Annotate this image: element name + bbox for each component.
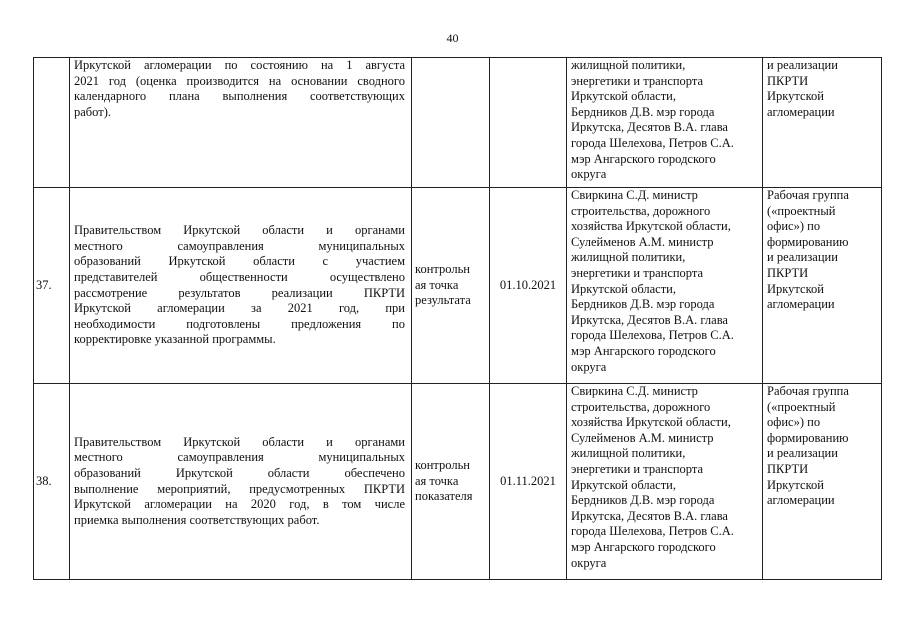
table-row [34,384,882,580]
row-responsible [567,58,763,188]
cell-line: ПКРТИ [767,73,809,88]
cell-line: выполнение мероприятий, предусмотренных ПКРТИ [74,481,405,496]
cell-line: Свиркина С.Д. министр [571,384,698,398]
cell-line: энергетики и транспорта [571,265,704,280]
cell-line: мэр Ангарского городского [571,343,716,358]
row-responsible [567,384,763,580]
row-number [34,58,70,188]
cell-line: образований Иркутской области обеспечено [74,465,405,480]
cell-line: округа [571,555,607,570]
cell-line: Правительством Иркутской области и органами [74,223,405,238]
cell-line: формированию [767,430,849,445]
cell-line: жилищной политики, [571,446,686,461]
row-control-type [412,58,490,188]
cell-line: Рабочая группа [767,384,849,398]
cell-line: приемка выполнения соответствующих работ. [74,512,320,527]
page-number: 40 [446,31,459,45]
cell-line: Иркутской [767,281,824,296]
cell-line: хозяйства Иркутской области, [571,415,731,430]
cell-line: строительства, дорожного [571,399,711,414]
row-responsible [567,188,763,384]
table-row [34,188,882,384]
cell-line: ПКРТИ [767,461,809,476]
cell-line: мэр Ангарского городского [571,539,716,554]
row-working-group [763,58,882,188]
cell-line: Иркутской [767,477,824,492]
row-date [490,58,567,188]
row-description [70,384,412,580]
row-description [70,188,412,384]
cell-line: рассмотрение результатов реализации ПКРТИ [74,285,405,300]
row-date: 01.10.2021 [490,188,567,384]
cell-line: округа [571,359,607,374]
cell-line: строительства, дорожного [571,203,711,218]
cell-line: работ). [74,104,111,119]
row-working-group [763,188,882,384]
cell-line: Иркутской области, [571,477,676,492]
cell-line: представителей общественности осуществлено [74,269,405,284]
cell-line: Рабочая группа [767,188,849,202]
cell-line: Иркутской агломерации на 2020 год, в том числе [74,497,405,512]
cell-line: офис») по [767,415,821,430]
measures-table [33,57,882,580]
cell-line: хозяйства Иркутской области, [571,219,731,234]
cell-line: Сулейменов А.М. министр [571,430,714,445]
cell-line: Свиркина С.Д. министр [571,188,698,202]
cell-line: Сулейменов А.М. министр [571,234,714,249]
cell-line: («проектный [767,203,836,218]
cell-line: Бердников Д.В. мэр города [571,493,715,508]
cell-line: жилищной политики, [571,58,686,72]
cell-line: местного самоуправления муниципальных [74,238,405,253]
row-date: 01.11.2021 [490,384,567,580]
cell-line: необходимости подготовлены предложения по [74,316,405,331]
cell-line: и реализации [767,58,838,72]
cell-line: энергетики и транспорта [571,73,704,88]
cell-line: города Шелехова, Петров С.А. [571,328,734,343]
cell-line: Бердников Д.В. мэр города [571,297,715,312]
cell-line: Бердников Д.В. мэр города [571,104,715,119]
cell-line: города Шелехова, Петров С.А. [571,524,734,539]
cell-line: Иркутской области, [571,281,676,296]
row-description [70,58,412,188]
cell-line: Иркутска, Десятов В.А. глава [571,508,728,523]
cell-line: округа [571,167,607,182]
cell-line: («проектный [767,399,836,414]
cell-line: офис») по [767,219,821,234]
cell-line: города Шелехова, Петров С.А. [571,135,734,150]
cell-line: агломерации [767,297,835,312]
cell-line: образований Иркутской области с участием [74,254,405,269]
row-working-group [763,384,882,580]
row-number: 38. [34,384,70,580]
cell-line: Иркутской [767,89,824,104]
table-row [34,58,882,188]
cell-line: результата [415,293,471,308]
cell-line: Иркутской агломерации по состоянию на 1 августа [74,58,405,72]
cell-line: мэр Ангарского городского [571,151,716,166]
row-control-type [412,188,490,384]
cell-line: Правительством Иркутской области и органами [74,434,405,449]
cell-line: агломерации [767,104,835,119]
cell-line: и реализации [767,446,838,461]
cell-line: жилищной политики, [571,250,686,265]
cell-line: Иркутской агломерации за 2021 год, при [74,301,405,316]
cell-line: Иркутска, Десятов В.А. глава [571,312,728,327]
cell-line: Иркутска, Десятов В.А. глава [571,120,728,135]
cell-line: и реализации [767,250,838,265]
cell-line: 2021 год (оценка производится на основании сводного [74,73,405,88]
cell-line: календарного плана выполнения соответствующих [74,89,405,104]
cell-line: энергетики и транспорта [571,461,704,476]
cell-line: ПКРТИ [767,265,809,280]
cell-line: формированию [767,234,849,249]
cell-line: Иркутской области, [571,89,676,104]
cell-line: агломерации [767,493,835,508]
row-control-type [412,384,490,580]
cell-line: корректировке указанной программы. [74,332,276,347]
cell-line: контрольн [415,458,470,473]
row-number: 37. [34,188,70,384]
cell-line: показателя [415,489,473,504]
cell-line: местного самоуправления муниципальных [74,450,405,465]
cell-line: контрольн [415,262,470,277]
cell-line: ая точка [415,473,459,488]
cell-line: ая точка [415,277,459,292]
